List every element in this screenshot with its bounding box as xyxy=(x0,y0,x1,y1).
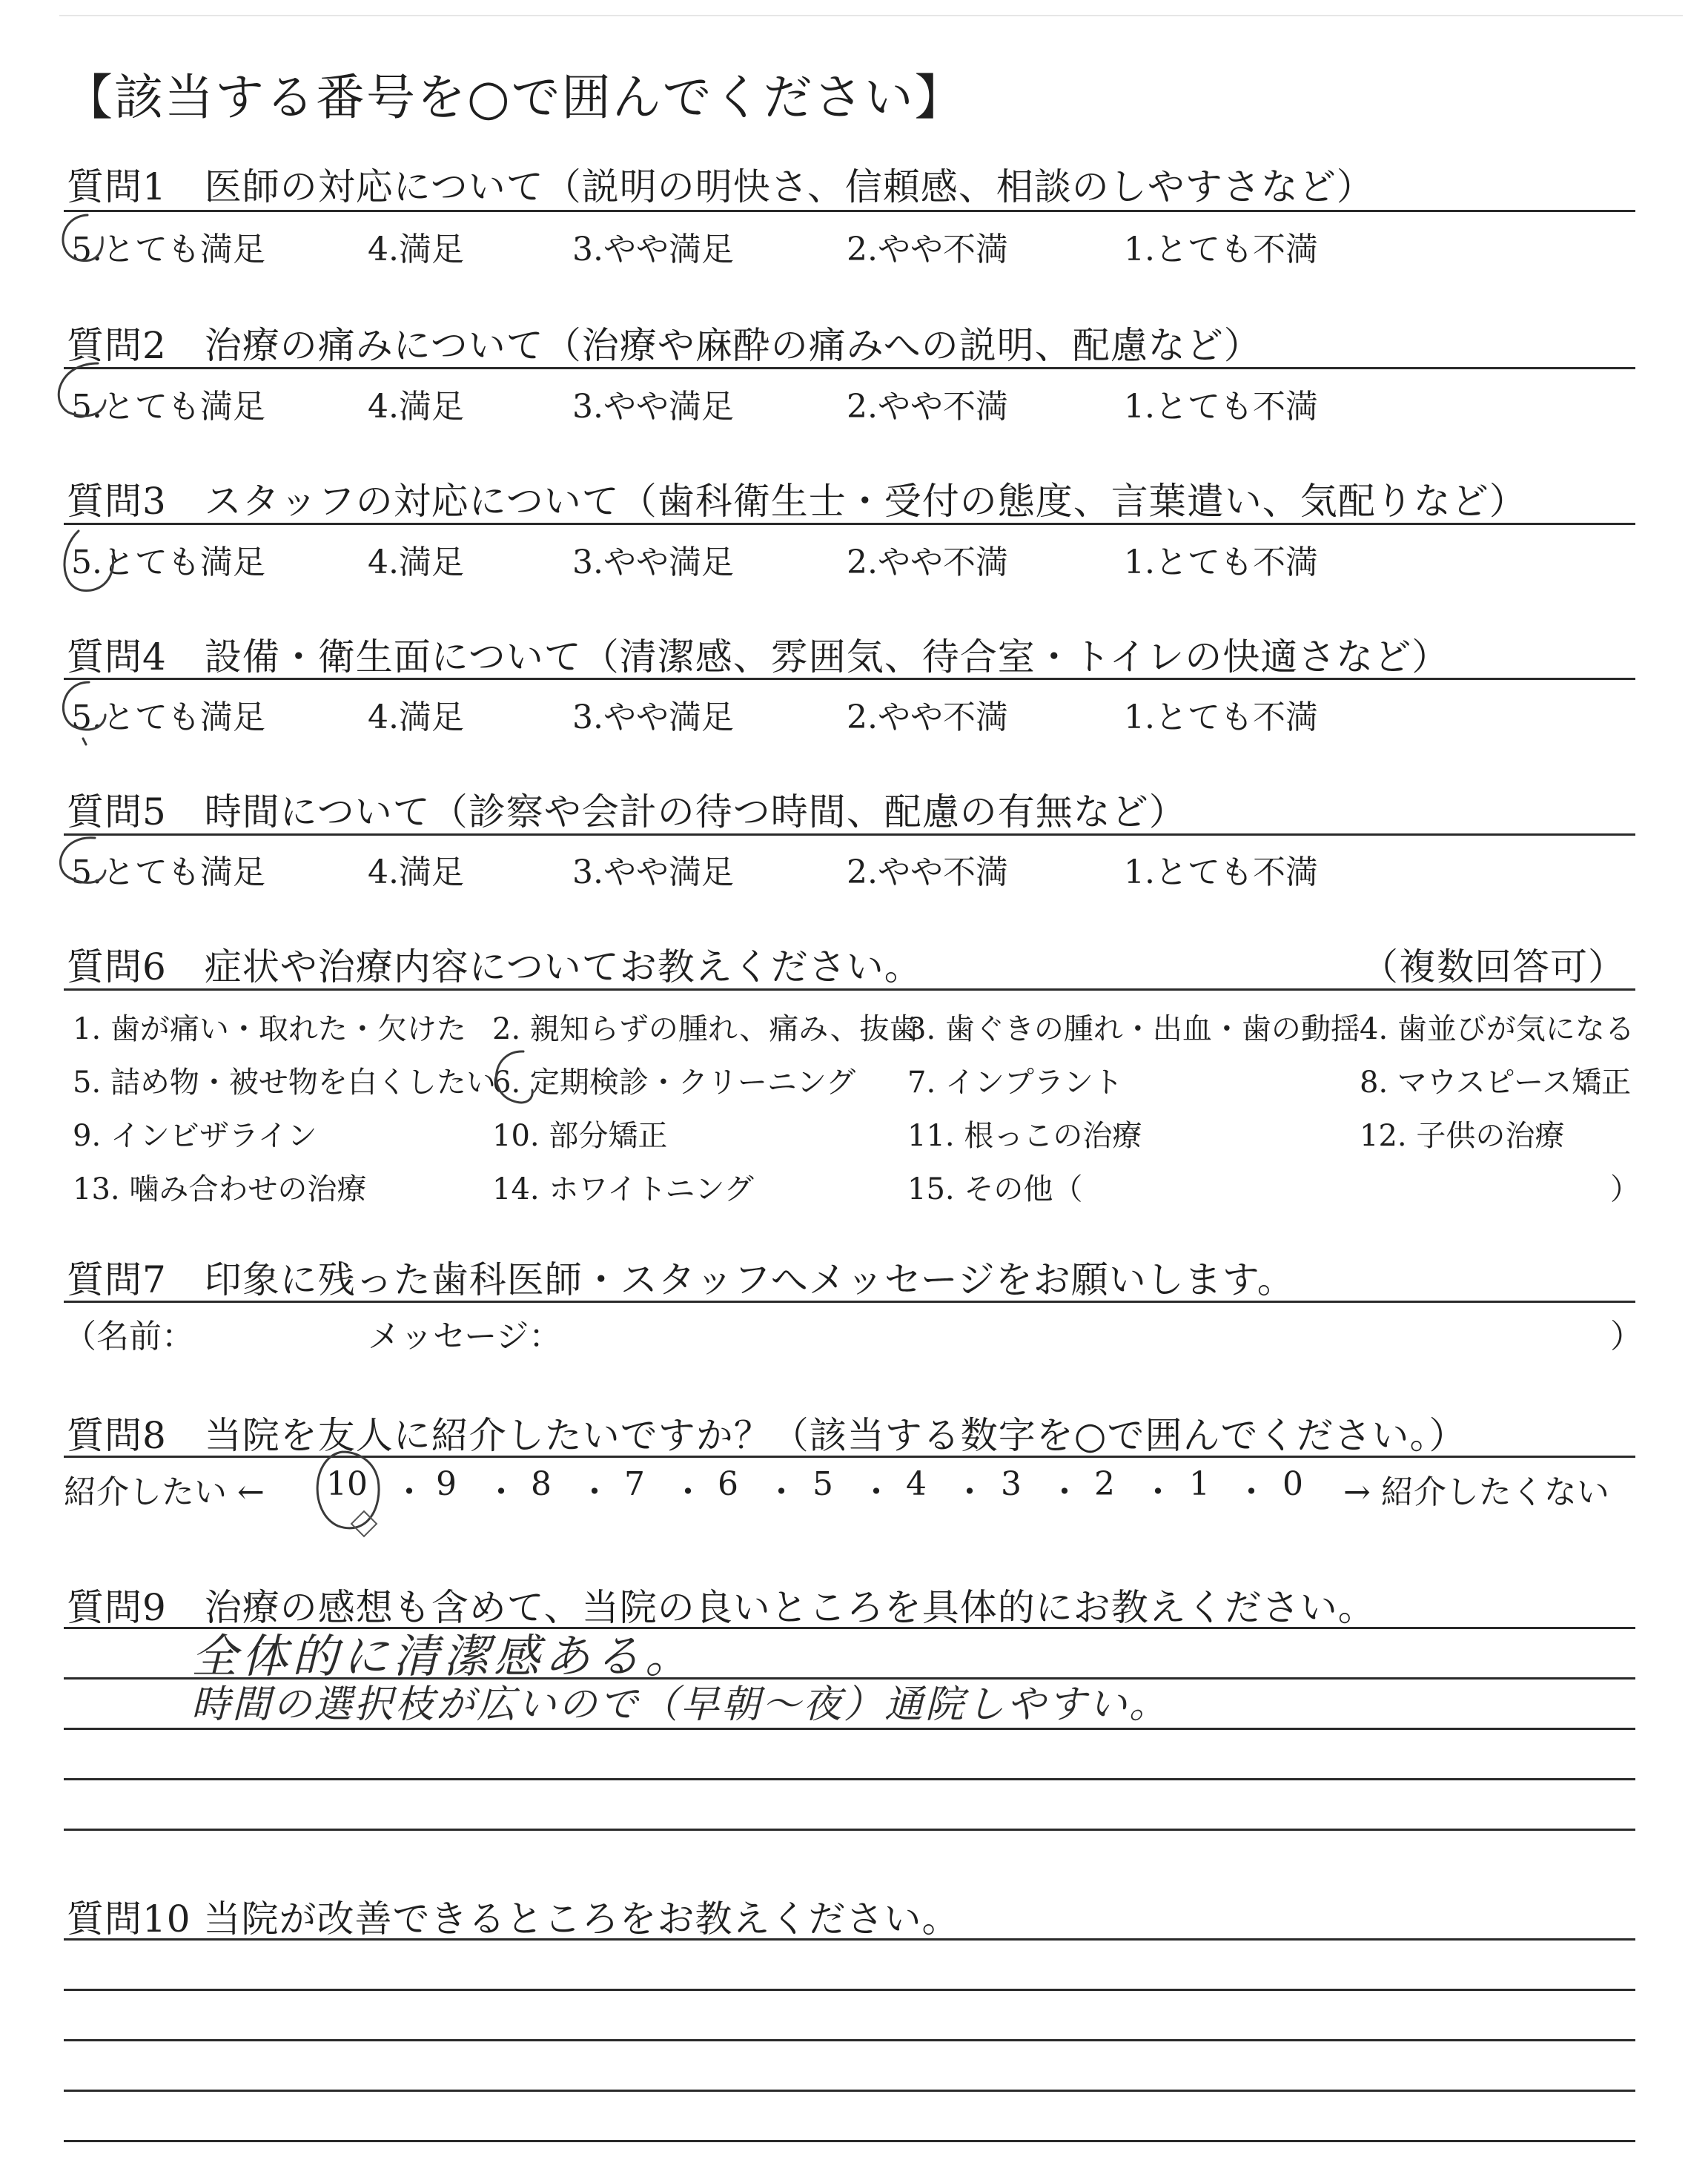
form-heading: 【該当する番号を○で囲んでください】 xyxy=(64,69,965,126)
q9-handwritten-answer-1: 全体的に清潔感ある。 xyxy=(191,1629,696,1683)
question-5-title: 質問5 時間について（診察や会計の待つ時間、配慮の有無など） xyxy=(67,790,1187,833)
question-10-title: 質問10 当院が改善できるところをお教えください。 xyxy=(67,1898,960,1941)
q8-scale-0[interactable]: 0 xyxy=(1282,1465,1303,1503)
scale-dot: ・ xyxy=(1142,1473,1174,1511)
question-3-title: 質問3 スタッフの対応について（歯科衛生士・受付の態度、言葉遣い、気配りなど） xyxy=(67,480,1527,523)
q10-answer-line-4 xyxy=(64,2090,1635,2092)
question-1-title: 質問1 医師の対応について（説明の明快さ、信頼感、相談のしやすさなど） xyxy=(67,165,1374,208)
q6-option-7[interactable]: 7. インプラント xyxy=(907,1066,1123,1100)
question-5-rule xyxy=(64,833,1635,836)
scale-dot: ・ xyxy=(393,1473,426,1511)
q8-scale-1[interactable]: 1 xyxy=(1189,1465,1210,1503)
q9-handwritten-answer-2: 時間の選択枝が広いので（早朝～夜）通院しやすい。 xyxy=(191,1682,1171,1727)
q3-option-4[interactable]: 4.満足 xyxy=(368,544,464,581)
q8-left-label: 紹介したい ← xyxy=(64,1473,265,1511)
q1-option-3[interactable]: 3.やや満足 xyxy=(572,231,734,268)
q5-option-4[interactable]: 4.満足 xyxy=(368,853,464,891)
scale-dot: ・ xyxy=(1048,1473,1081,1511)
q2-option-4[interactable]: 4.満足 xyxy=(368,388,464,426)
scale-dot: ・ xyxy=(578,1473,611,1511)
q10-answer-line-5 xyxy=(64,2140,1635,2142)
q4-option-1[interactable]: 1.とても不満 xyxy=(1124,698,1318,736)
q3-option-5[interactable]: 5.とても満足 xyxy=(71,544,265,581)
q6-option-3[interactable]: 3. 歯ぐきの腫れ・出血・歯の動揺 xyxy=(907,1012,1360,1046)
q6-option-9[interactable]: 9. インビザライン xyxy=(73,1119,317,1153)
scale-dot: ・ xyxy=(1235,1473,1268,1511)
q10-answer-line-3 xyxy=(64,2039,1635,2041)
q6-option-12[interactable]: 12. 子供の治療 xyxy=(1360,1119,1565,1153)
q6-option-5[interactable]: 5. 詰め物・被せ物を白くしたい xyxy=(73,1066,496,1100)
question-3-rule xyxy=(64,523,1635,525)
q8-scale-6[interactable]: 6 xyxy=(718,1465,738,1503)
question-1-rule xyxy=(64,210,1635,212)
q4-option-5[interactable]: 5.とても満足 xyxy=(71,698,265,736)
q8-scale-5[interactable]: 5 xyxy=(812,1465,833,1503)
question-4-rule xyxy=(64,678,1635,680)
question-2-title: 質問2 治療の痛みについて（治療や麻酔の痛みへの説明、配慮など） xyxy=(67,324,1262,367)
q8-scale-9[interactable]: 9 xyxy=(436,1465,457,1503)
q6-option-8[interactable]: 8. マウスピース矯正 xyxy=(1360,1066,1632,1100)
q6-option-2[interactable]: 2. 親知らずの腫れ、痛み、抜歯 xyxy=(492,1012,919,1046)
q10-answer-line-2 xyxy=(64,1989,1635,1991)
q8-scale-7[interactable]: 7 xyxy=(624,1465,645,1503)
question-2-rule xyxy=(64,367,1635,369)
q1-option-5[interactable]: 5.とても満足 xyxy=(71,231,265,268)
q7-name-label[interactable]: （名前： xyxy=(64,1318,194,1355)
q4-option-2[interactable]: 2.やや不満 xyxy=(847,698,1008,736)
q8-right-label: → 紹介したくない xyxy=(1343,1473,1609,1511)
q2-option-5[interactable]: 5.とても満足 xyxy=(71,388,265,426)
question-6-rule xyxy=(64,988,1635,991)
q5-option-3[interactable]: 3.やや満足 xyxy=(572,853,734,891)
q5-option-5[interactable]: 5.とても満足 xyxy=(71,853,265,891)
q6-option-6[interactable]: 6. 定期検診・クリーニング xyxy=(492,1066,856,1100)
q6-option-15[interactable]: 15. その他（ xyxy=(907,1172,1083,1206)
q1-option-2[interactable]: 2.やや不満 xyxy=(847,231,1008,268)
q4-option-4[interactable]: 4.満足 xyxy=(368,698,464,736)
q3-option-1[interactable]: 1.とても不満 xyxy=(1124,544,1318,581)
q5-option-2[interactable]: 2.やや不満 xyxy=(847,853,1008,891)
question-9-title: 質問9 治療の感想も含めて、当院の良いところを具体的にお教えください。 xyxy=(67,1586,1376,1629)
q8-scale-8[interactable]: 8 xyxy=(531,1465,552,1503)
q3-option-2[interactable]: 2.やや不満 xyxy=(847,544,1008,581)
q8-scale-4[interactable]: 4 xyxy=(906,1465,927,1503)
q8-check-mark xyxy=(351,1510,378,1538)
q7-message-label[interactable]: メッセージ： xyxy=(368,1318,562,1355)
q8-scale-3[interactable]: 3 xyxy=(1001,1465,1022,1503)
scale-dot: ・ xyxy=(485,1473,517,1511)
top-edge-line xyxy=(59,15,1683,16)
scale-dot: ・ xyxy=(860,1473,893,1511)
question-6-note: （複数回答可） xyxy=(1361,945,1626,988)
scale-dot: ・ xyxy=(953,1473,986,1511)
q6-option-11[interactable]: 11. 根っこの治療 xyxy=(907,1119,1142,1153)
q6-option-13[interactable]: 13. 噛み合わせの治療 xyxy=(73,1172,367,1206)
q1-option-1[interactable]: 1.とても不満 xyxy=(1124,231,1318,268)
q2-option-2[interactable]: 2.やや不満 xyxy=(847,388,1008,426)
question-8-rule xyxy=(64,1456,1635,1458)
q7-close-paren: ） xyxy=(1610,1318,1643,1355)
q2-option-3[interactable]: 3.やや満足 xyxy=(572,388,734,426)
q9-answer-line-5 xyxy=(64,1829,1635,1831)
q5-option-1[interactable]: 1.とても不満 xyxy=(1124,853,1318,891)
q1-option-4[interactable]: 4.満足 xyxy=(368,231,464,268)
q4-option-3[interactable]: 3.やや満足 xyxy=(572,698,734,736)
q6-option-10[interactable]: 10. 部分矯正 xyxy=(492,1119,668,1153)
question-7-rule xyxy=(64,1301,1635,1303)
q9-answer-line-4 xyxy=(64,1778,1635,1780)
q6-option-14[interactable]: 14. ホワイトニング xyxy=(492,1172,754,1206)
q6-option-1[interactable]: 1. 歯が痛い・取れた・欠けた xyxy=(73,1012,466,1046)
q3-option-3[interactable]: 3.やや満足 xyxy=(572,544,734,581)
scale-dot: ・ xyxy=(765,1473,798,1511)
q8-scale-2[interactable]: 2 xyxy=(1094,1465,1115,1503)
question-8-title: 質問8 当院を友人に紹介したいですか？（該当する数字を○で囲んでください。） xyxy=(67,1414,1467,1457)
question-6-title: 質問6 症状や治療内容についてお教えください。 xyxy=(67,945,922,988)
question-4-title: 質問4 設備・衛生面について（清潔感、雰囲気、待合室・トイレの快適さなど） xyxy=(67,635,1450,678)
q2-option-1[interactable]: 1.とても不満 xyxy=(1124,388,1318,426)
question-7-title: 質問7 印象に残った歯科医師・スタッフへメッセージをお願いします。 xyxy=(67,1258,1295,1301)
scale-dot: ・ xyxy=(672,1473,704,1511)
q8-scale-10[interactable]: 10 xyxy=(326,1465,368,1503)
q10-answer-line-1 xyxy=(64,1938,1635,1941)
q6-close-paren: ） xyxy=(1610,1172,1640,1206)
q6-option-4[interactable]: 4. 歯並びが気になる xyxy=(1360,1012,1635,1046)
